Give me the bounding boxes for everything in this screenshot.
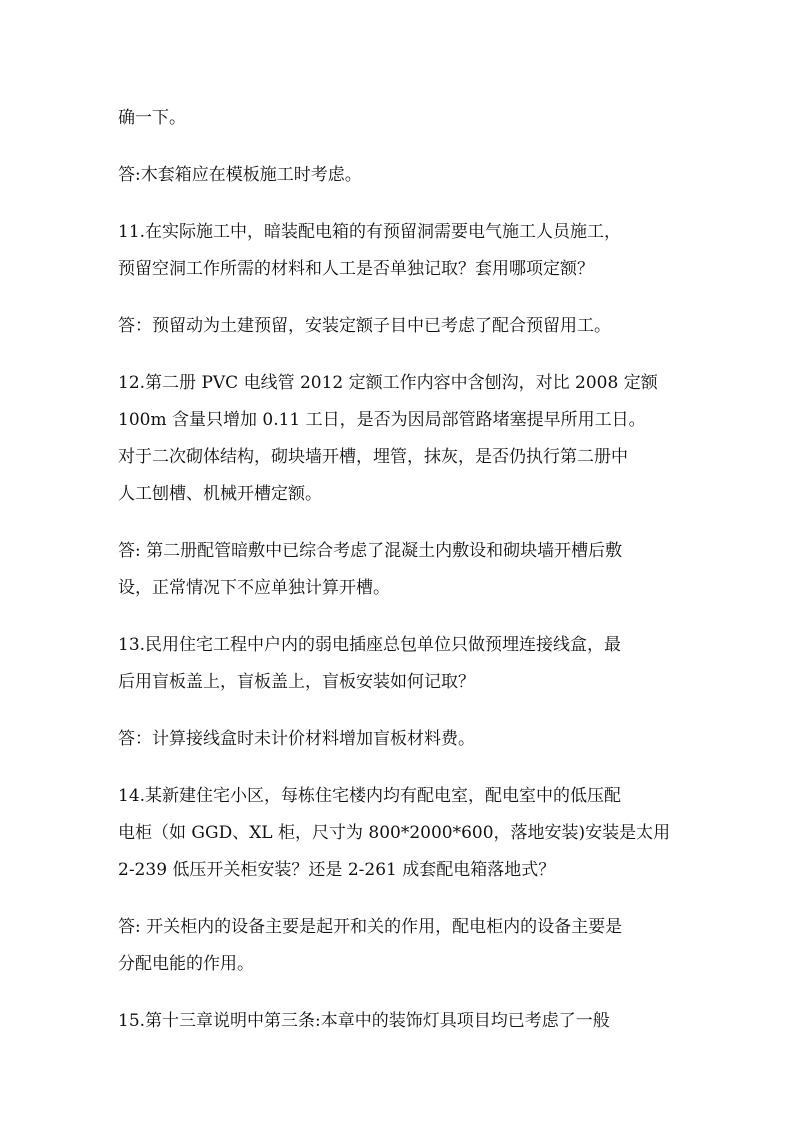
question-11 bbox=[118, 214, 698, 288]
answer-11 bbox=[118, 308, 698, 345]
text-line: 预留空洞工作所需的材料和人工是否单独记取？套用哪项定额？ bbox=[118, 259, 594, 279]
text-line: 分配电能的作用。 bbox=[118, 954, 254, 974]
text-line: 答：预留动为土建预留，安装定额子目中已考虑了配合预留用工。 bbox=[118, 316, 611, 336]
text-line: 13.民用住宅工程中户内的弱电插座总包单位只做预埋连接线盒，最 bbox=[118, 635, 622, 655]
question-13 bbox=[118, 627, 698, 701]
answer-13 bbox=[118, 721, 698, 758]
text-line: 100m 含量只增加 0.11 工日，是否为因局部管路堵塞提早所用工日。 bbox=[118, 410, 646, 430]
question-14 bbox=[118, 778, 698, 889]
question-15 bbox=[118, 1003, 698, 1040]
text-line: 15.第十三章说明中第三条:本章中的装饰灯具项目均已考虑了一般 bbox=[118, 1011, 610, 1031]
text-line: 对于二次砌体结构，砌块墙开槽，埋管，抹灰，是否仍执行第二册中 bbox=[118, 447, 628, 467]
document-body bbox=[118, 100, 698, 1040]
text-line: 答：计算接线盒时未计价材料增加盲板材料费。 bbox=[118, 729, 475, 749]
text-line: 答: 开关柜内的设备主要是起开和关的作用，配电柜内的设备主要是 bbox=[118, 917, 623, 937]
text-line: 人工刨槽、机械开槽定额。 bbox=[118, 484, 322, 504]
answer-14 bbox=[118, 909, 698, 983]
answer-paragraph bbox=[118, 157, 698, 194]
text-line: 后用盲板盖上，盲板盖上，盲板安装如何记取？ bbox=[118, 672, 475, 692]
text-line: 12.第二册 PVC 电线管 2012 定额工作内容中含刨沟，对比 2008 定额 bbox=[118, 373, 658, 393]
text-line: 电柜（如 GGD、XL 柜，尺寸为 800*2000*600，落地安装)安装是太用 bbox=[118, 823, 671, 843]
paragraph-continuation bbox=[118, 100, 698, 137]
answer-12 bbox=[118, 533, 698, 607]
text-line: 11.在实际施工中，暗装配电箱的有预留洞需要电气施工人员施工， bbox=[118, 222, 622, 242]
text-line: 确一下。 bbox=[118, 108, 186, 128]
text-line: 2-239 低压开关柜安装？还是 2-261 成套配电箱落地式？ bbox=[118, 860, 556, 880]
question-12 bbox=[118, 365, 698, 513]
text-line: 14.某新建住宅小区，每栋住宅楼内均有配电室，配电室中的低压配 bbox=[118, 786, 622, 806]
text-line: 设，正常情况下不应单独计算开槽。 bbox=[118, 578, 390, 598]
text-line: 答: 第二册配管暗敷中已综合考虑了混凝土内敷设和砌块墙开槽后敷 bbox=[118, 541, 623, 561]
text-line: 答:木套箱应在模板施工时考虑。 bbox=[118, 165, 362, 185]
